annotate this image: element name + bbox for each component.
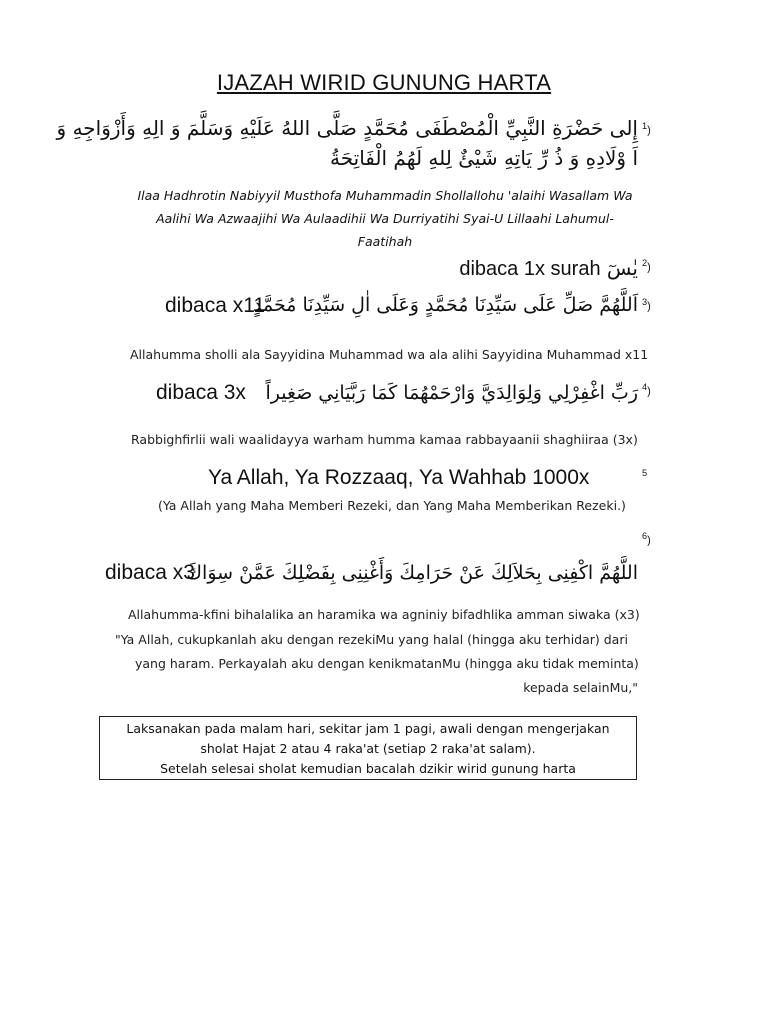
item-3-number: $^3$)	[642, 297, 651, 313]
translit-line: Faatihah	[357, 234, 413, 249]
item-2-arabic: يٰسٓ	[606, 256, 638, 280]
instruction-line: sholat Hajat 2 atau 4 raka'at (setiap 2 raka'at salam).	[200, 741, 536, 756]
item-4-arabic: رَبِّ اغْفِرْلِي وَلِوَالِدَيَّ وَارْحَمْهُمَا كَمَا رَبَّيَانِي صَغِيراً	[265, 382, 638, 404]
translit-line: Ilaa Hadhrotin Nabiyyil Musthofa Muhammadin Shollallohu 'alaihi Wasallam Wa	[137, 188, 633, 203]
instruction-line: Laksanakan pada malam hari, sekitar jam 1 pagi, awali dengan mengerjakan	[126, 721, 610, 736]
item-6-meaning-line-2: yang haram. Perkayalah aku dengan kenikmatanMu (hingga aku tidak meminta)	[135, 656, 639, 671]
item-6-label: dibaca x3	[105, 561, 195, 584]
item-2-line	[459, 256, 638, 281]
item-6-meaning-line-1: "Ya Allah, cukupkanlah aku dengan rezekiMu yang halal (hingga aku terhidar) dari	[115, 632, 628, 647]
instruction-line: Setelah selesai sholat kemudian bacalah dzikir wirid gunung harta	[160, 761, 576, 776]
item-4-transliteration: Rabbighfirlii wali waalidayya warham humma kamaa rabbayaanii shaghiiraa (3x)	[131, 432, 638, 447]
item-1-arabic-line-2: اَ وْلَادِهِ وَ ذُ رِّ يَاتِهِ شَيْئٌ لِلهِ لَهُمُ الْفَاتِحَةُ	[330, 146, 638, 170]
item-6-number: $^6$)	[642, 531, 651, 547]
item-3-transliteration: Allahumma sholli ala Sayyidina Muhammad wa ala alihi Sayyidina Muhammad x11	[130, 347, 649, 362]
translit-line: Aalihi Wa Azwaajihi Wa Aulaadihii Wa Durriyatihi Syai-U Lillaahi Lahumul-	[156, 211, 614, 226]
item-5-number: 5	[642, 468, 648, 478]
item-1-transliteration	[100, 184, 670, 253]
item-3-label: dibaca x11	[165, 294, 266, 317]
item-4-label: dibaca 3x	[156, 381, 246, 404]
item-2-label: dibaca 1x surah	[459, 258, 601, 280]
item-1-number: $^1$)	[642, 121, 651, 137]
item-6-meaning-line-3: kepada selainMu,"	[523, 680, 638, 695]
item-4-number: $^4$)	[642, 382, 651, 398]
document-title: IJAZAH WIRID GUNUNG HARTA	[216, 70, 552, 95]
item-3-arabic: اَللَّهُمَّ صَلِّ عَلَى سَيِّدِنَا مُحَمَّدٍ وَعَلَى اٰلِ سَيِّدِنَا مُحَمَّدٍ	[253, 294, 638, 316]
item-1-arabic-line-1: إِلى حَضْرَةِ النَّبِيِّ الْمُصْطَفَى مُحَمَّدٍ صَلَّى اللهُ عَلَيْهِ وَسَلَّمَ وَ الِهِ وَأَزْوَاجِهِ وَ	[56, 116, 638, 140]
item-6-transliteration: Allahumma-kfini bihalalika an haramika wa agniniy bifadhlika amman siwaka (x3)	[128, 607, 640, 622]
item-5-meaning: (Ya Allah yang Maha Memberi Rezeki, dan Yang Maha Memberikan Rezeki.)	[158, 498, 626, 513]
instruction-box	[99, 716, 637, 780]
item-5-text: Ya Allah, Ya Rozzaaq, Ya Wahhab 1000x	[208, 466, 590, 489]
item-6-arabic: اللَّهُمَّ اكْفِنِى بِحَلاَلِكَ عَنْ حَرَامِكَ وَأَغْنِنِى بِفَضْلِكَ عَمَّنْ سِوَاكَ	[186, 562, 638, 584]
item-2-number: $^2$)	[642, 258, 651, 274]
